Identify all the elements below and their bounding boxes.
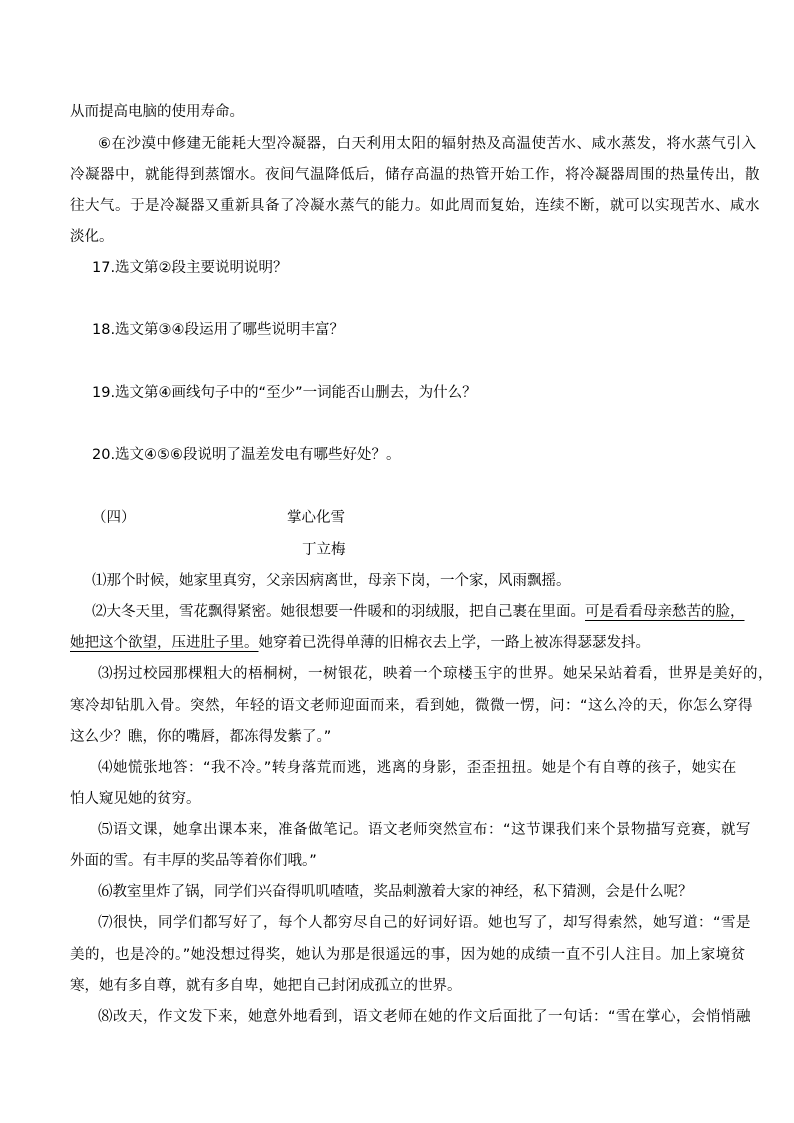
paragraph-6-line: ⑥在沙漠中修建无能耗大型冷凝器，白天利用太阳的辐射热及高温使苦水、咸水蒸发，将水蒸气引入 [98, 136, 757, 152]
paragraph-5-line: ⑸语文课，她拿出课本来，准备做笔记。语文老师突然宣布：“这节课我们来个景物描写竞赛，就写 [98, 822, 752, 838]
paragraph-6-line: 往大气。于是冷凝器又重新具备了冷凝水蒸气的能力。如此周而复始，连续不断，就可以实现苦水、咸水 [70, 198, 760, 214]
paragraph-2-text: ⑵大冬天里，雪花飘得紧密。她很想要一件暖和的羽绒服，把自己裹在里面。 [92, 604, 585, 620]
paragraph-2-line [92, 602, 745, 622]
paragraph-8-line: ⑻改天，作文发下来，她意外地看到，语文老师在她的作文后面批了一句话：“雪在掌心，会悄悄融 [98, 1009, 752, 1025]
paragraph-3-line: 这么少？瞧，你的嘴唇，都冻得发紫了。” [70, 729, 332, 745]
question-19: 19.选文第④画线句子中的“至少”一词能否山删去，为什么？ [92, 385, 477, 401]
paragraph-4-line: 怕人窥见她的贫穷。 [70, 791, 201, 807]
paragraph-6-story: ⑹教室里炸了锅，同学们兴奋得叽叽喳喳，奖品刺激着大家的神经，私下猜测，会是什么呢？ [98, 884, 693, 900]
paragraph-7-line: 寒，她有多自尊，就有多自卑，她把自己封闭成孤立的世界。 [70, 978, 462, 994]
paragraph-3-line: 寒冷却钻肌入骨。突然，年轻的语文老师迎面而来，看到她，微微一愣，问：“这么冷的天，你怎么穿得 [70, 698, 754, 714]
paragraph-3-line: ⑶拐过校园那棵粗大的梧桐树，一树银花，映着一个琼楼玉宇的世界。她呆呆站着看，世界是美好的， [98, 666, 773, 682]
question-18: 18.选文第③④段运用了哪些说明丰富？ [92, 322, 345, 338]
question-17: 17.选文第②段主要说明说明？ [92, 260, 288, 276]
paragraph-5-line: 外面的雪。有丰厚的奖品等着你们哦。” [70, 853, 317, 869]
text-line: 从而提高电脑的使用寿命。 [70, 104, 244, 120]
paragraph-2-line [70, 633, 650, 653]
article-title: 掌心化雪 [287, 510, 345, 526]
paragraph-6-line: 淡化。 [70, 229, 114, 245]
article-author: 丁立梅 [302, 542, 346, 558]
paragraph-7-line: ⑺很快，同学们都写好了，每个人都穷尽自己的好词好语。她也写了，却写得索然，她写道：“雪是 [98, 915, 752, 931]
underlined-sentence: 她把这个欲望，压进肚子里。 [70, 635, 259, 651]
question-20: 20.选文④⑤⑥段说明了温差发电有哪些好处？。 [92, 447, 401, 463]
paragraph-2-text: 她穿着已洗得单薄的旧棉衣去上学，一路上被冻得瑟瑟发抖。 [258, 635, 650, 651]
section-number: （四） [92, 510, 136, 526]
paragraph-1: ⑴那个时候，她家里真穷，父亲因病离世，母亲下岗，一个家，风雨飘摇。 [92, 573, 571, 589]
paragraph-4-line: ⑷她慌张地答：“我不冷。”转身落荒而逃，逃离的身影，歪歪扭扭。她是个有自尊的孩子，她实在 [98, 760, 737, 776]
underlined-sentence: 可是看看母亲愁苦的脸， [585, 604, 745, 620]
paragraph-6-line: 冷凝器中，就能得到蒸馏水。夜间气温降低后，储存高温的热管开始工作，将冷凝器周围的热量传出，散 [70, 167, 760, 183]
paragraph-7-line: 美的，也是冷的。”她没想过得奖，她认为那是很遥远的事，因为她的成绩一直不引人注目。加上家境贫 [70, 947, 746, 963]
